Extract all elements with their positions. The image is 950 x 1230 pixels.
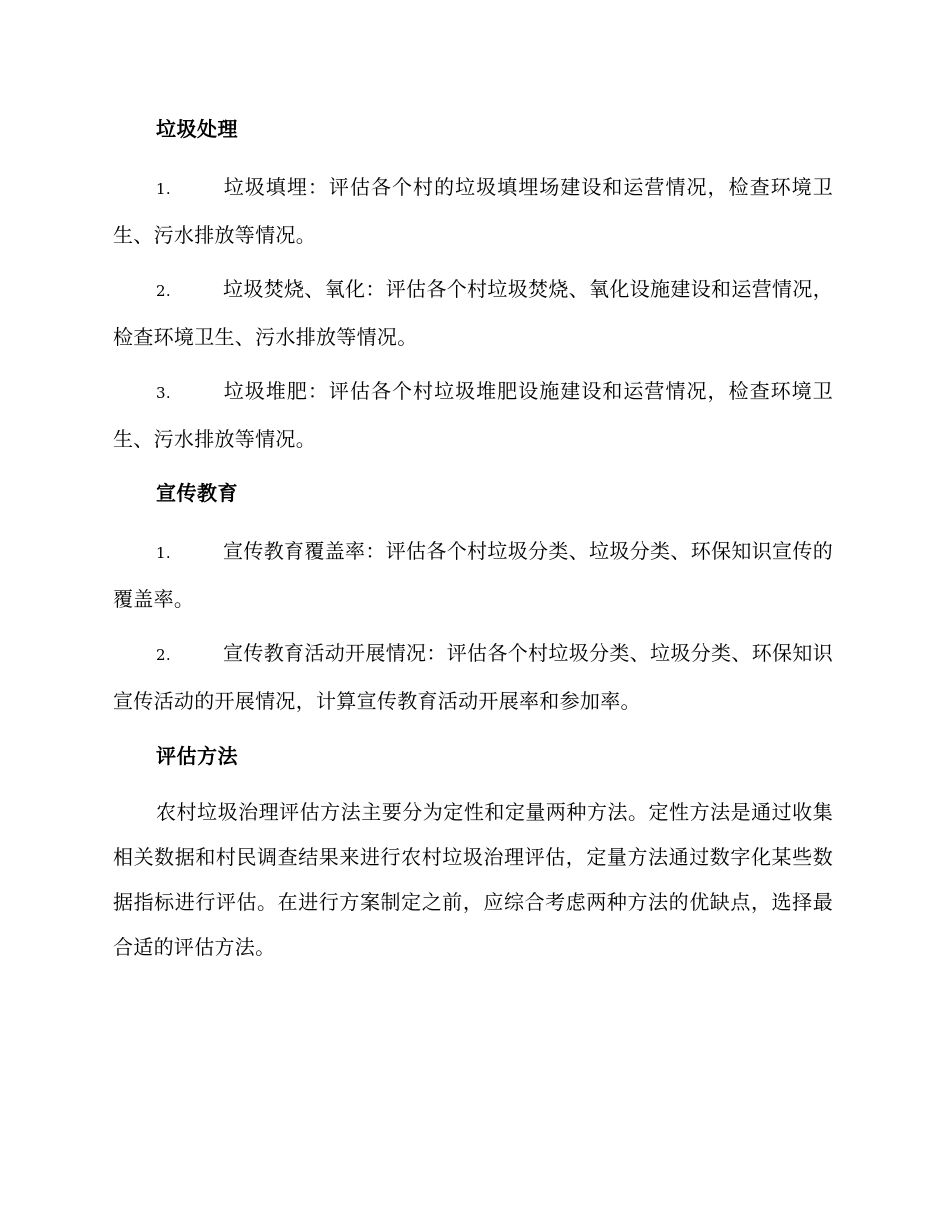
section-heading-publicity-education: 宣传教育: [156, 481, 238, 505]
list-item-text: 宣传教育覆盖率：评估各个村垃圾分类、垃圾分类、环保知识宣传的覆盖率。: [113, 539, 833, 611]
list-number: 2.: [156, 646, 171, 664]
list-number: 2.: [156, 282, 171, 300]
list-item: [113, 164, 833, 258]
list-item-text: 宣传教育活动开展情况：评估各个村垃圾分类、垃圾分类、环保知识宣传活动的开展情况，计算宣传教育活动开展率和参加率。: [113, 641, 833, 713]
section-heading-evaluation-method: 评估方法: [156, 744, 238, 768]
body-paragraph: 农村垃圾治理评估方法主要分为定性和定量两种方法。定性方法是通过收集相关数据和村民调查结果来进行农村垃圾治理评估，定量方法通过数字化某些数据指标进行评估。在进行方案制定之前，应综合考虑两种方法的优缺点，选择最合适的评估方法。: [113, 800, 833, 959]
list-item-text: 垃圾填埋：评估各个村的垃圾填埋场建设和运营情况，检查环境卫生、污水排放等情况。: [113, 175, 833, 247]
section-heading-waste-treatment: 垃圾处理: [156, 117, 238, 141]
list-item-text: 垃圾堆肥：评估各个村垃圾堆肥设施建设和运营情况，检查环境卫生、污水排放等情况。: [113, 379, 833, 451]
list-item: [113, 266, 833, 360]
list-item: [113, 528, 833, 622]
list-item: [113, 368, 833, 462]
list-number: 1.: [156, 180, 171, 198]
list-item-text: 垃圾焚烧、氧化：评估各个村垃圾焚烧、氧化设施建设和运营情况，检查环境卫生、污水排放等情况。: [113, 277, 833, 349]
list-number: 1.: [156, 544, 171, 562]
list-number: 3.: [156, 384, 171, 402]
list-item: [113, 630, 833, 724]
